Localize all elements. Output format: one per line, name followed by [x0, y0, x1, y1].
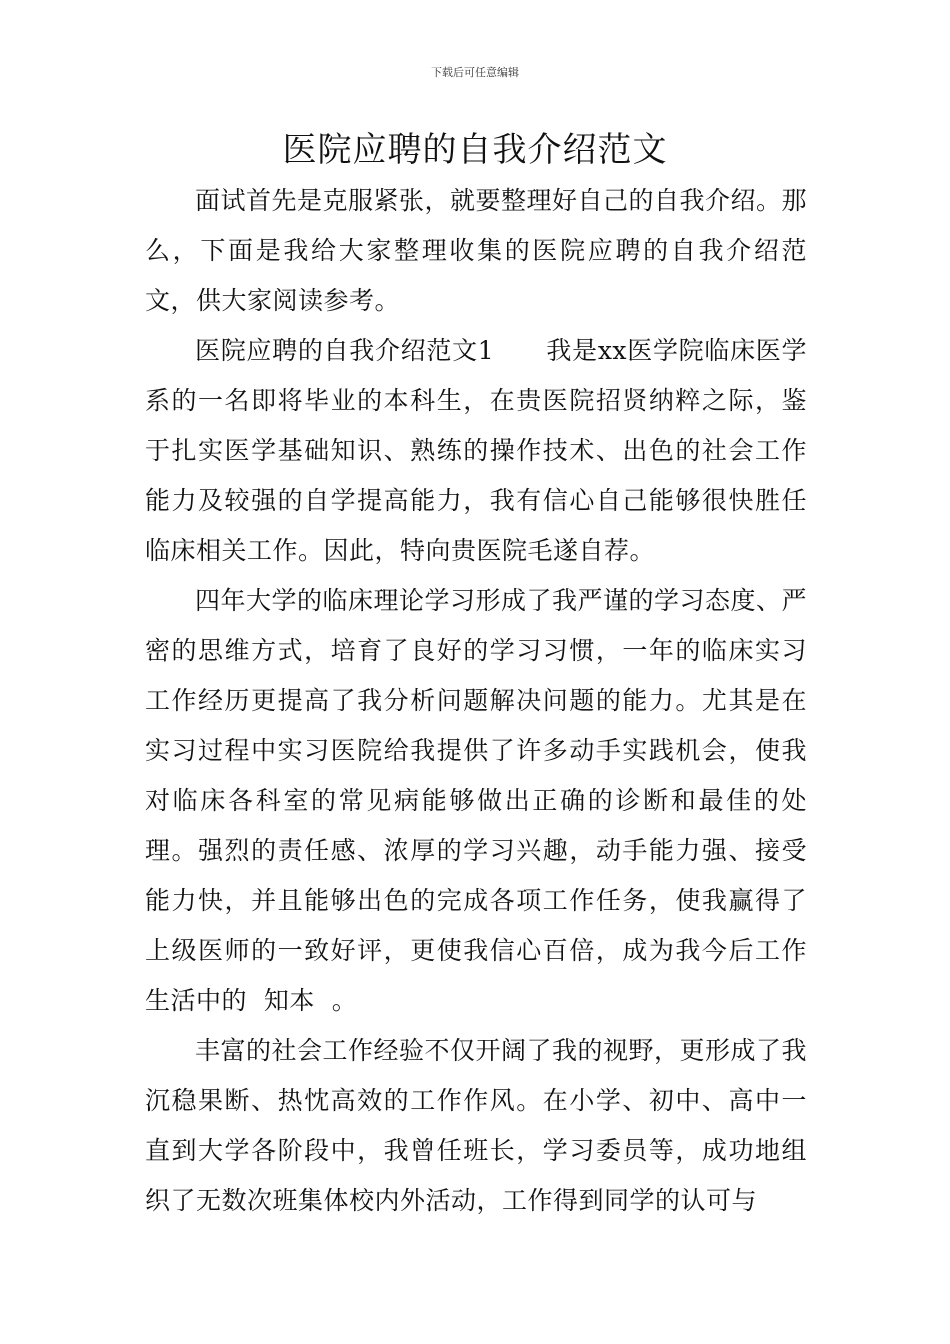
header-note: 下载后可任意编辑 [431, 66, 519, 79]
document-title: 医院应聘的自我介绍范文 [282, 130, 668, 170]
section1-body: 我是xx医学院临床医学系的一名即将毕业的本科生，在贵医院招贤纳粹之际，鉴于扎实医学基础知识、熟练的操作技术、出色的社会工作能力及较强的自学提高能力，我有信心自己能够很快胜任临床相关工作。因此，特向贵医院毛遂自荐。 [145, 336, 807, 565]
section1-paragraph [145, 326, 807, 576]
paragraph-2: 四年大学的临床理论学习形成了我严谨的学习态度、严密的思维方式，培育了良好的学习习惯，一年的临床实习工作经历更提高了我分析问题解决问题的能力。尤其是在实习过程中实习医院给我提供了许多动手实践机会，使我对临床各科室的常见病能够做出正确的诊断和最佳的处理。强烈的责任感、浓厚的学习兴趣，动手能力强、接受能力快，并且能够出色的完成各项工作任务，使我赢得了上级医师的一致好评，更使我信心百倍，成为我今后工作生活中的 知本 。 [145, 586, 808, 1015]
intro-paragraph: 面试首先是克服紧张，就要整理好自己的自我介绍。那么，下面是我给大家整理收集的医院应聘的自我介绍范文，供大家阅读参考。 [145, 186, 808, 315]
document-body [145, 176, 807, 1226]
paragraph-3: 丰富的社会工作经验不仅开阔了我的视野，更形成了我沉稳果断、热忱高效的工作作风。在小学、初中、高中一直到大学各阶段中，我曾任班长，学习委员等，成功地组织了无数次班集体校内外活动，工作得到同学的认可与 [145, 1036, 808, 1215]
section1-heading: 医院应聘的自我介绍范文1 [195, 336, 495, 365]
